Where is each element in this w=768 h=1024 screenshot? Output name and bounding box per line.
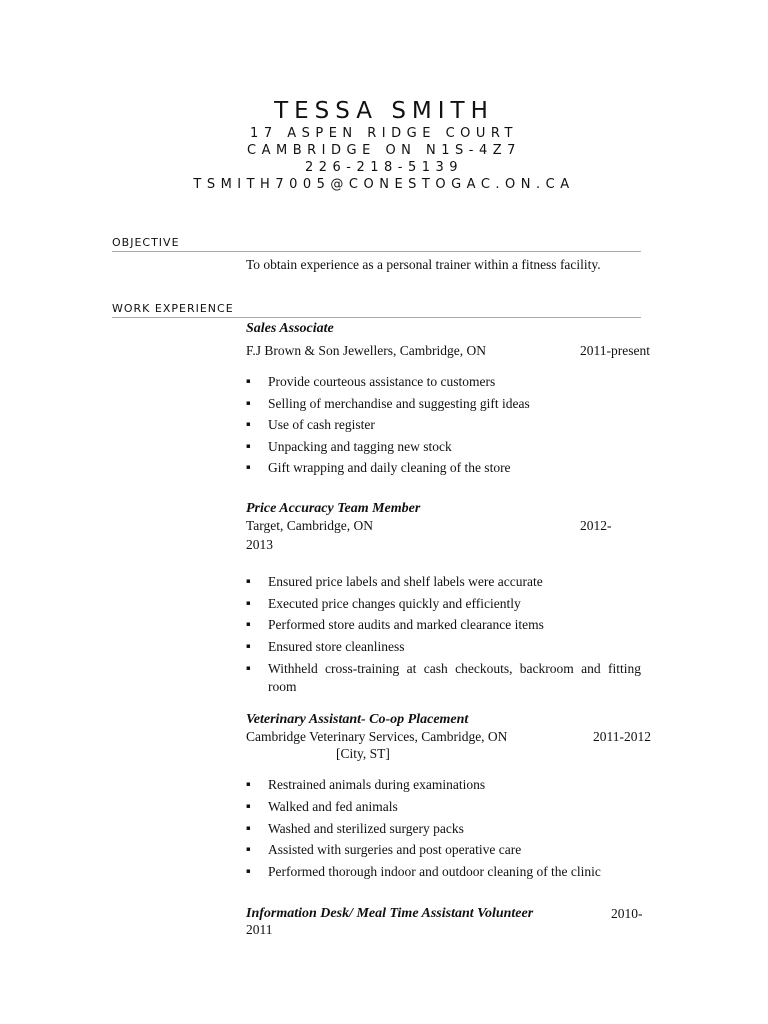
- job-duty: Provide courteous assistance to customers: [268, 374, 496, 389]
- bullet-icon: ▪: [246, 599, 251, 607]
- job-duty: Selling of merchandise and suggesting gift ideas: [268, 396, 530, 411]
- bullet-icon: ▪: [246, 620, 251, 628]
- job-dates: 2010-: [611, 906, 643, 921]
- job-duty: Assisted with surgeries and post operative care: [268, 842, 522, 857]
- job-duty: Withheld cross-training at cash checkouts, backroom and fitting: [268, 661, 641, 676]
- job-duty: Unpacking and tagging new stock: [268, 439, 452, 454]
- work-experience-divider: [112, 317, 641, 318]
- objective-divider: [112, 251, 641, 252]
- bullet-icon: ▪: [246, 463, 251, 471]
- job-duty: Washed and sterilized surgery packs: [268, 821, 464, 836]
- job-employer: F.J Brown & Son Jewellers, Cambridge, ON: [246, 343, 487, 358]
- job-dates: 2012-: [580, 518, 612, 533]
- bullet-icon: ▪: [246, 442, 251, 450]
- bullet-icon: ▪: [246, 377, 251, 385]
- job-duty: Gift wrapping and daily cleaning of the store: [268, 460, 511, 475]
- bullet-icon: ▪: [246, 420, 251, 428]
- bullet-icon: ▪: [246, 780, 251, 788]
- bullet-icon: ▪: [246, 642, 251, 650]
- job-duty: Ensured price labels and shelf labels were accurate: [268, 574, 543, 589]
- bullet-icon: ▪: [246, 399, 251, 407]
- bullet-icon: ▪: [246, 802, 251, 810]
- phone-number: 226-218-5139: [304, 160, 464, 175]
- job-duty: Use of cash register: [268, 417, 375, 432]
- bullet-icon: ▪: [246, 867, 251, 875]
- job-duty: Performed store audits and marked clearance items: [268, 617, 544, 632]
- job-duty-continued: room: [268, 679, 297, 694]
- job-employer: Target, Cambridge, ON: [246, 518, 374, 533]
- job-title: Information Desk/ Meal Time Assistant Volunteer: [246, 906, 534, 921]
- objective-heading: OBJECTIVE: [112, 236, 180, 249]
- bullet-icon: ▪: [246, 845, 251, 853]
- address-line-1: 17 ASPEN RIDGE COURT: [250, 126, 518, 141]
- job-employer: Cambridge Veterinary Services, Cambridge, ON: [246, 729, 508, 744]
- location-placeholder: [City, ST]: [336, 746, 390, 761]
- job-dates-continued: 2013: [246, 537, 273, 552]
- objective-text: To obtain experience as a personal trainer within a fitness facility.: [246, 257, 601, 272]
- job-duty: Executed price changes quickly and efficiently: [268, 596, 521, 611]
- job-title: Price Accuracy Team Member: [246, 501, 421, 516]
- email-address: TSMITH7005@CONESTOGAC.ON.CA: [193, 177, 575, 192]
- job-duty: Walked and fed animals: [268, 799, 398, 814]
- resume-name: TESSA SMITH: [274, 98, 494, 124]
- job-duty: Ensured store cleanliness: [268, 639, 405, 654]
- job-duty: Restrained animals during examinations: [268, 777, 486, 792]
- bullet-icon: ▪: [246, 664, 251, 672]
- job-title: Veterinary Assistant- Co-op Placement: [246, 712, 469, 727]
- bullet-icon: ▪: [246, 577, 251, 585]
- job-title: Sales Associate: [246, 321, 334, 336]
- job-dates: 2011-2012: [593, 729, 651, 744]
- job-dates: 2011-present: [580, 343, 650, 358]
- job-dates-continued: 2011: [246, 922, 273, 937]
- work-experience-heading: WORK EXPERIENCE: [112, 302, 234, 315]
- job-duty: Performed thorough indoor and outdoor cleaning of the clinic: [268, 864, 601, 879]
- address-line-2: CAMBRIDGE ON N1S-4Z7: [247, 143, 521, 158]
- bullet-icon: ▪: [246, 824, 251, 832]
